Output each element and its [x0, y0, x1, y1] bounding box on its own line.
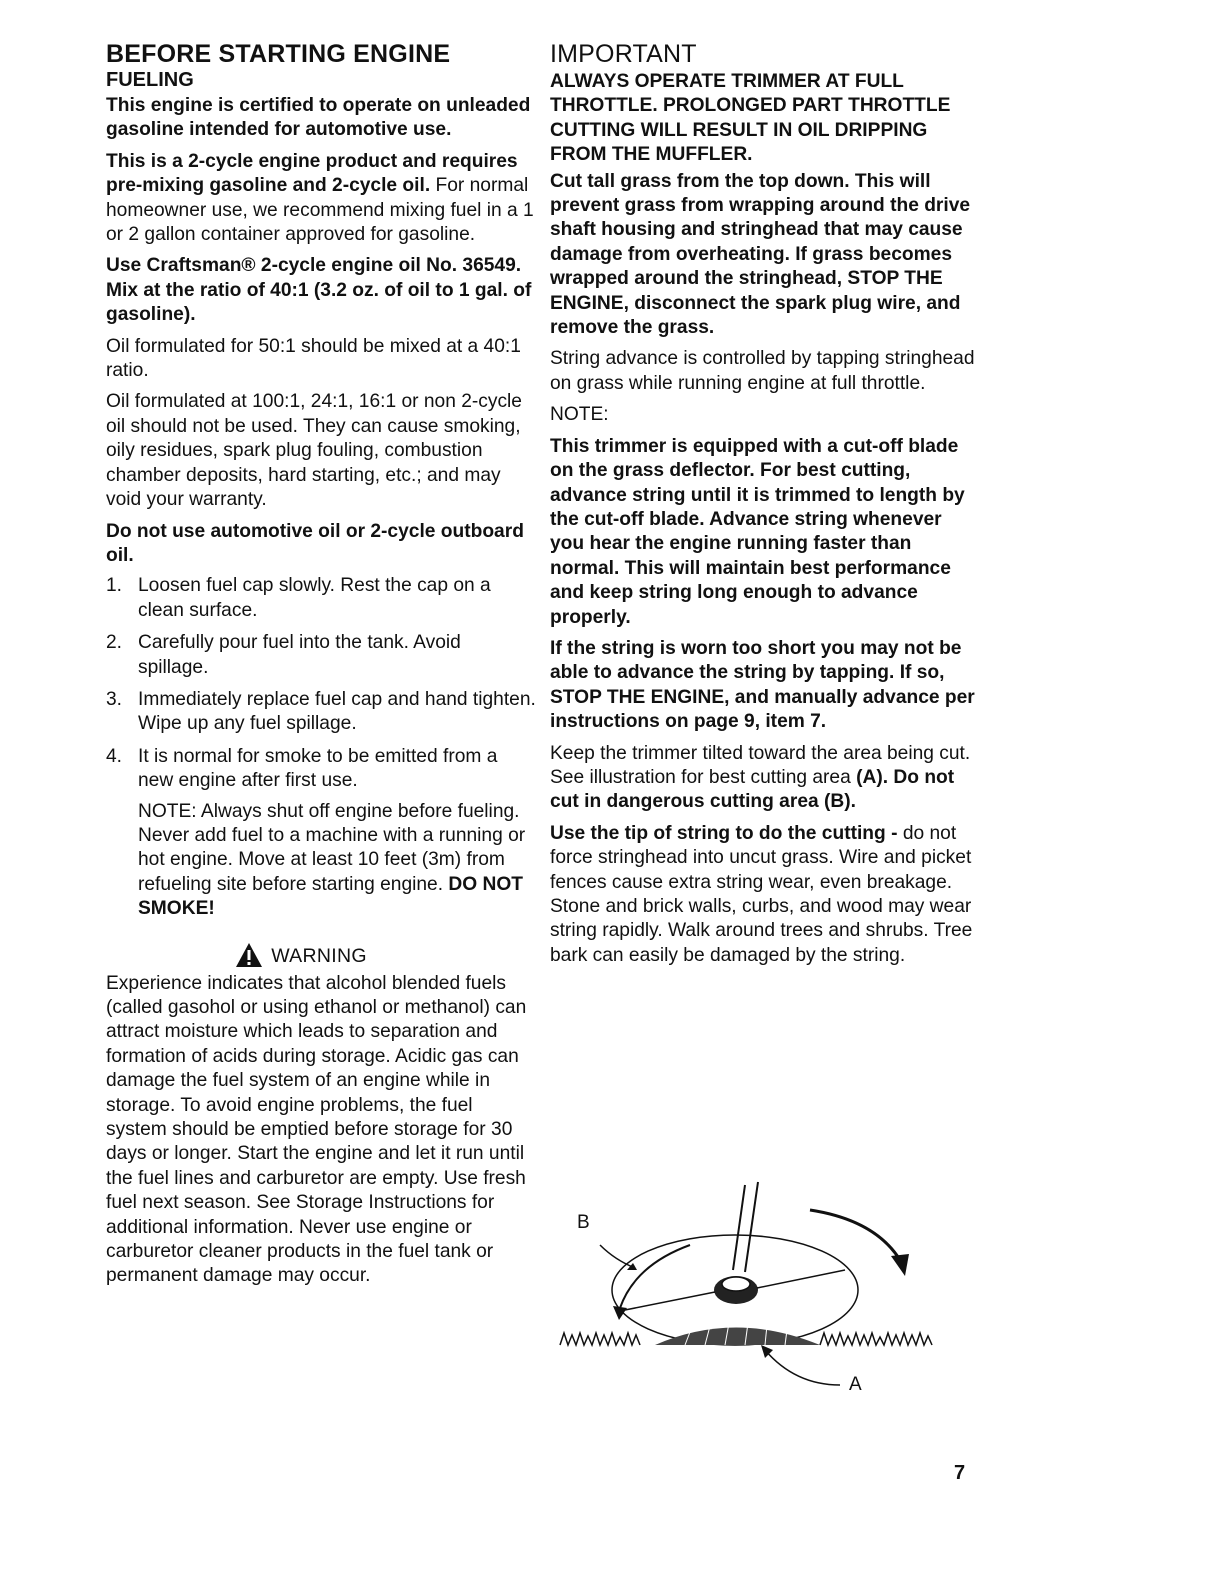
worn-string-paragraph: If the string is worn too short you may not be able to advance the string by tapping. If so, STOP THE ENGINE, and manually advance per instructions on page 9, item 7.	[550, 637, 975, 733]
no-smoke-text: DO NOT SMOKE!	[138, 873, 524, 920]
warning-heading	[106, 942, 536, 968]
oil-warning-paragraph: Oil formulated at 100:1, 24:1, 16:1 or non 2-cycle oil should not be used. They can cause smoking, oily residues, spark plug fouling, combustion chamber deposits, hard starting, etc.; and may void your warranty.	[106, 391, 522, 511]
fueling-note	[138, 800, 536, 922]
label-a: A	[849, 1374, 862, 1395]
warning-text: Experience indicates that alcohol blended fuels (called gasohol or using ethanol or methanol) can attract moisture which leads to separation and formation of acids during storage. Acidic gas can damage the fuel system of an engine while in storage. To avoid engine problems, the fuel system should be emptied before storage for 30 days or longer. Start the engine and let it run until the fuel lines and carburetor are empty. Use fresh fuel next season. See Storage Instructions for additional information. Never use engine or carburetor cleaner products in the fuel tank or permanent damage may occur.	[106, 972, 527, 1287]
right-column	[550, 40, 975, 968]
list-item	[106, 688, 536, 737]
string-tip-paragraph	[550, 822, 975, 968]
left-column	[106, 40, 536, 1289]
note-label: NOTE:	[138, 800, 197, 822]
tilt-trimmer-paragraph	[550, 742, 975, 815]
step-number: 3.	[106, 688, 123, 710]
fueling-steps-list	[106, 574, 536, 921]
tilt-text: Keep the trimmer tilted toward the area being cut. See illustration for best cutting area	[550, 742, 971, 788]
craftsman-oil-paragraph: Use Craftsman® 2-cycle engine oil No. 36549. Mix at the ratio of 40:1 (3.2 oz. of oil to 1 gal. of gasoline).	[106, 255, 532, 326]
area-a-ref: (A).	[856, 766, 889, 788]
list-item	[106, 574, 536, 623]
dangerous-area-text: Do not cut in dangerous cutting area (B).	[550, 766, 955, 813]
step-text: Carefully pour fuel into the tank. Avoid spillage.	[138, 632, 461, 678]
ratio-50-paragraph: Oil formulated for 50:1 should be mixed at a 40:1 ratio.	[106, 335, 521, 382]
step-number: 4.	[106, 745, 123, 767]
step-text: It is normal for smoke to be emitted from a new engine after first use.	[138, 745, 498, 792]
warning-triangle-icon	[235, 942, 263, 968]
cutoff-blade-paragraph: This trimmer is equipped with a cut-off blade on the grass deflector. For best cutting, advance string until it is trimmed to length by the cut-off blade. Advance string whenever you hear the engine running faster than normal. This will maintain best performance and keep string long enough to advance properly.	[550, 435, 965, 628]
section-heading: BEFORE STARTING ENGINE	[106, 40, 451, 68]
step-number: 2.	[106, 632, 123, 654]
trimmer-cutting-diagram	[555, 1160, 965, 1410]
list-item	[106, 745, 536, 922]
warning-title: WARNING	[271, 944, 367, 967]
important-heading: IMPORTANT	[550, 40, 697, 68]
label-b: B	[577, 1212, 590, 1233]
full-throttle-paragraph: ALWAYS OPERATE TRIMMER AT FULL THROTTLE. PROLONGED PART THROTTLE CUTTING WILL RESULT IN OIL DRIPPING FROM THE MUFFLER.	[550, 71, 951, 166]
string-advance-paragraph: String advance is controlled by tapping stringhead on grass while running engine at full throttle.	[550, 348, 975, 394]
note-text: Always shut off engine before fueling. Never add fuel to a machine with a running or hot engine. Move at least 10 feet (3m) from refueling site before starting engine.	[138, 800, 526, 895]
step-number: 1.	[106, 575, 123, 597]
step-text: Immediately replace fuel cap and hand tighten. Wipe up any fuel spillage.	[138, 688, 536, 735]
step-text: Loosen fuel cap slowly. Rest the cap on a clean surface.	[138, 575, 491, 621]
premix-paragraph	[106, 150, 536, 248]
fueling-subheading: FUELING	[106, 69, 194, 91]
string-tip-bold: Use the tip of string to do the cutting -	[550, 822, 898, 844]
certification-paragraph: This engine is certified to operate on unleaded gasoline intended for automotive use.	[106, 95, 531, 141]
premix-bold-text: This is a 2-cycle engine product and requires pre-mixing gasoline and 2-cycle oil.	[106, 150, 518, 197]
no-automotive-oil-paragraph: Do not use automotive oil or 2-cycle outboard oil.	[106, 520, 524, 566]
note-label: NOTE:	[550, 404, 609, 426]
cutting-area-illustration	[555, 1160, 965, 1410]
tall-grass-paragraph: Cut tall grass from the top down. This will prevent grass from wrapping around the drive shaft housing and stringhead that may cause damage from overheating. If grass becomes wrapped around the stringhead, STOP THE ENGINE, disconnect the spark plug wire, and remove the grass.	[550, 170, 971, 339]
page-number: 7	[954, 1462, 966, 1484]
string-tip-text: do not force stringhead into uncut grass. Wire and picket fences cause extra string wear, even breakage. Stone and brick walls, curbs, and wood may wear string rapidly. Walk around trees and shrubs. Tree bark can easily be damaged by the string.	[550, 822, 973, 966]
list-item	[106, 631, 536, 680]
premix-normal-text: For normal homeowner use, we recommend mixing fuel in a 1 or 2 gallon container approved for gasoline.	[106, 175, 534, 246]
